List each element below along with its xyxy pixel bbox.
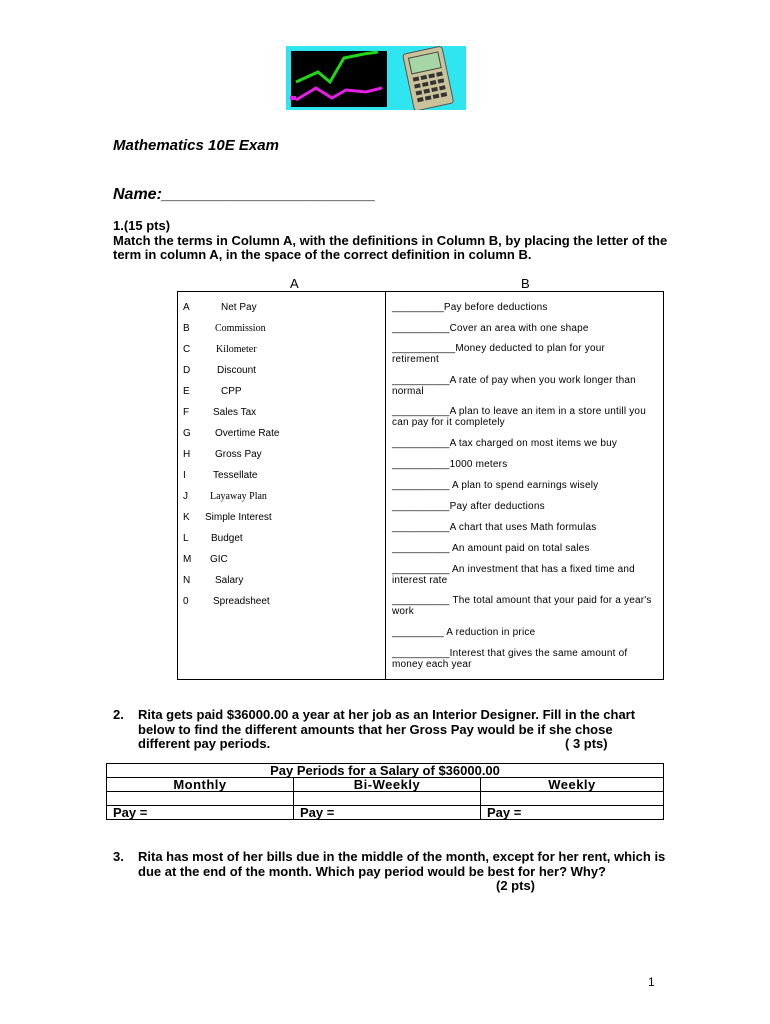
matching-table — [177, 291, 664, 680]
term-letter: H — [183, 449, 191, 460]
definition-item[interactable]: __________ An investment that has a fixed time and interest rate — [392, 564, 635, 586]
question-1-prompt — [113, 219, 673, 263]
term-letter: D — [183, 365, 191, 376]
term-letter: G — [183, 428, 191, 439]
term-name: Sales Tax — [213, 407, 257, 418]
term-name: CPP — [221, 386, 242, 397]
column-b-header: B — [521, 276, 530, 291]
term-name: Budget — [211, 533, 243, 544]
definition-item[interactable]: _________ A reduction in price — [392, 627, 536, 638]
pay-periods-table — [106, 763, 664, 820]
definition-item[interactable]: __________ An amount paid on total sales — [392, 543, 590, 554]
question-3-number: 3. — [113, 849, 124, 864]
term-letter: K — [183, 512, 190, 523]
term-name: Salary — [215, 575, 244, 586]
definition-item[interactable]: ___________Money deducted to plan for your retirement — [392, 343, 605, 365]
definition-item[interactable]: _________Pay before deductions — [392, 302, 548, 313]
definition-item[interactable]: __________A rate of pay when you work longer than normal — [392, 375, 636, 397]
term-name: Discount — [217, 365, 256, 376]
exam-title: Mathematics 10E Exam — [113, 137, 279, 154]
term-letter: N — [183, 575, 191, 586]
definition-item[interactable]: __________Interest that gives the same amount of money each year — [392, 648, 628, 670]
pay-biweekly-cell[interactable]: Pay = — [294, 806, 481, 820]
question-1-text: Match the terms in Column A, with the definitions in Column B, by placing the letter of the term in column A, in the space of the correct definition in column B. — [113, 232, 668, 262]
definition-item[interactable]: __________ A plan to spend earnings wisely — [392, 480, 599, 491]
term-name: Tessellate — [213, 470, 258, 481]
term-letter: F — [183, 407, 190, 418]
term-name: Net Pay — [221, 302, 257, 313]
term-letter: J — [183, 491, 188, 502]
term-name: Overtime Rate — [215, 428, 280, 439]
definition-item[interactable]: __________A plan to leave an item in a store untill you can pay for it completely — [392, 406, 646, 428]
pay-table-header-weekly: Weekly — [481, 778, 664, 792]
name-field-label[interactable]: Name:________________________ — [113, 186, 376, 203]
term-letter: C — [183, 344, 191, 355]
pay-table-header-monthly: Monthly — [107, 778, 294, 792]
definition-item[interactable]: __________1000 meters — [392, 459, 508, 470]
term-name: Gross Pay — [215, 449, 262, 460]
column-divider — [385, 292, 386, 679]
question-2-text: Rita gets paid $36000.00 a year at her job as an Interior Designer. Fill in the chart below to find the different amounts that her Gross Pay would be if she chose different pay periods. — [138, 707, 636, 751]
question-3-text: Rita has most of her bills due in the middle of the month, except for her rent, which is due at the end of the month. Which pay period would be best for her? Why? — [138, 849, 666, 879]
question-3-points: (2 pts) — [496, 878, 535, 893]
term-letter: A — [183, 302, 190, 313]
definition-item[interactable]: __________Cover an area with one shape — [392, 323, 589, 334]
column-a-header: A — [290, 276, 299, 291]
pay-table-empty-cell[interactable] — [481, 792, 664, 806]
term-letter: M — [183, 554, 192, 565]
definition-item[interactable]: __________A tax charged on most items we buy — [392, 438, 618, 449]
term-name: Spreadsheet — [213, 596, 270, 607]
term-letter: 0 — [183, 596, 189, 607]
pay-weekly-cell[interactable]: Pay = — [481, 806, 664, 820]
page-number: 1 — [648, 975, 655, 989]
term-letter: E — [183, 386, 190, 397]
term-name: GIC — [210, 554, 228, 565]
definition-item[interactable]: __________Pay after deductions — [392, 501, 545, 512]
term-name: Layaway Plan — [210, 491, 267, 502]
term-letter: L — [183, 533, 189, 544]
term-letter: I — [183, 470, 186, 481]
question-2-points: ( 3 pts) — [565, 736, 608, 751]
question-1-points: 1.(15 pts) — [113, 218, 171, 233]
question-2-number: 2. — [113, 707, 124, 722]
term-name: Kilometer — [216, 344, 257, 355]
term-letter: B — [183, 323, 190, 334]
term-name: Simple Interest — [205, 512, 272, 523]
term-name: Commission — [215, 323, 266, 334]
definition-item[interactable]: __________A chart that uses Math formulas — [392, 522, 597, 533]
pay-table-empty-cell[interactable] — [107, 792, 294, 806]
graph-and-calculator-icon — [286, 46, 466, 110]
definition-item[interactable]: __________ The total amount that your paid for a year's work — [392, 595, 652, 617]
pay-table-empty-cell[interactable] — [294, 792, 481, 806]
pay-monthly-cell[interactable]: Pay = — [107, 806, 294, 820]
pay-table-header-biweekly: Bi-Weekly — [294, 778, 481, 792]
pay-table-caption: Pay Periods for a Salary of $36000.00 — [107, 764, 664, 778]
